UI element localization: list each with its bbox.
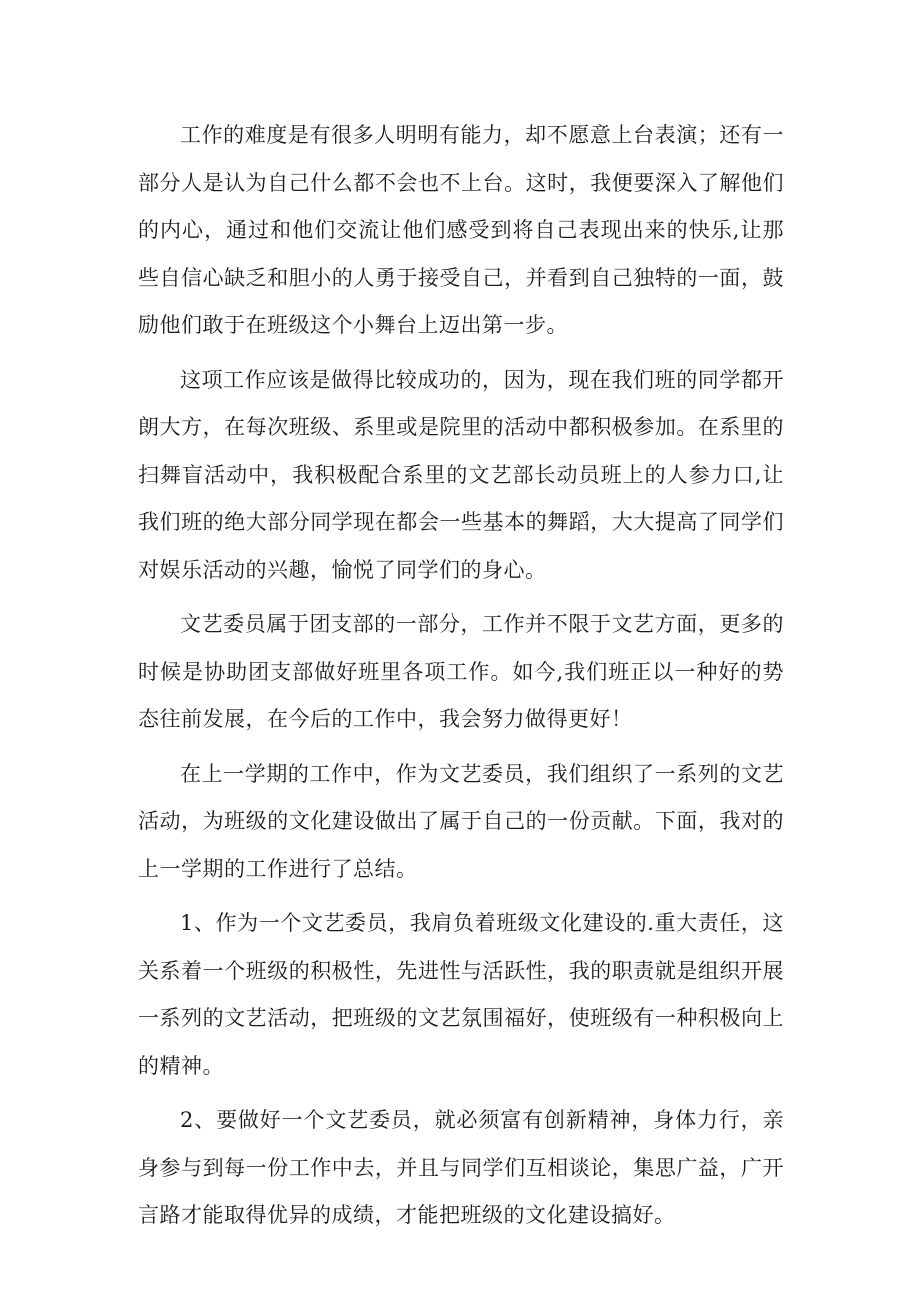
paragraph-4: 在上一学期的工作中，作为文艺委员，我们组织了一系列的文艺活动，为班级的文化建设做出了属于自己的一份贡献。下面，我对的上一学期的工作进行了总结。	[138, 761, 784, 881]
paragraph-3: 文艺委员属于团支部的一部分，工作并不限于文艺方面，更多的时候是协助团支部做好班里各项工作。如今,我们班正以一种好的势态往前发展，在今后的工作中，我会努力做得更好！	[138, 612, 784, 731]
document-body	[138, 112, 784, 1247]
paragraph-6: 2、要做好一个文艺委员，就必须富有创新精神，身体力行，亲身参与到每一份工作中去，并且与同学们互相谈论，集思广益，广开言路才能取得优异的成绩，才能把班级的文化建设搞好。	[138, 1108, 784, 1227]
paragraph-2: 这项工作应该是做得比较成功的，因为，现在我们班的同学都开朗大方，在每次班级、系里或是院里的活动中都积极参加。在系里的扫舞盲活动中，我积极配合系里的文艺部长动员班上的人参力口,让我们班的绝大部分同学现在都会一些基本的舞蹈，大大提高了同学们对娱乐活动的兴趣，愉悦了同学们的身心。	[138, 367, 784, 582]
paragraph-1: 工作的难度是有很多人明明有能力，却不愿意上台表演；还有一部分人是认为自己什么都不会也不上台。这时，我便要深入了解他们的内心，通过和他们交流让他们感受到将自己表现出来的快乐,让那些自信心缺乏和胆小的人勇于接受自己，并看到自己独特的一面，鼓励他们敢于在班级这个小舞台上迈出第一步。	[138, 123, 784, 337]
paragraph-5: 1、作为一个文艺委员，我肩负着班级文化建设的.重大责任，这关系着一个班级的积极性，先进性与活跃性，我的职责就是组织开展一系列的文艺活动，把班级的文艺氛围福好，使班级有一种积极向上的精神。	[138, 911, 784, 1078]
